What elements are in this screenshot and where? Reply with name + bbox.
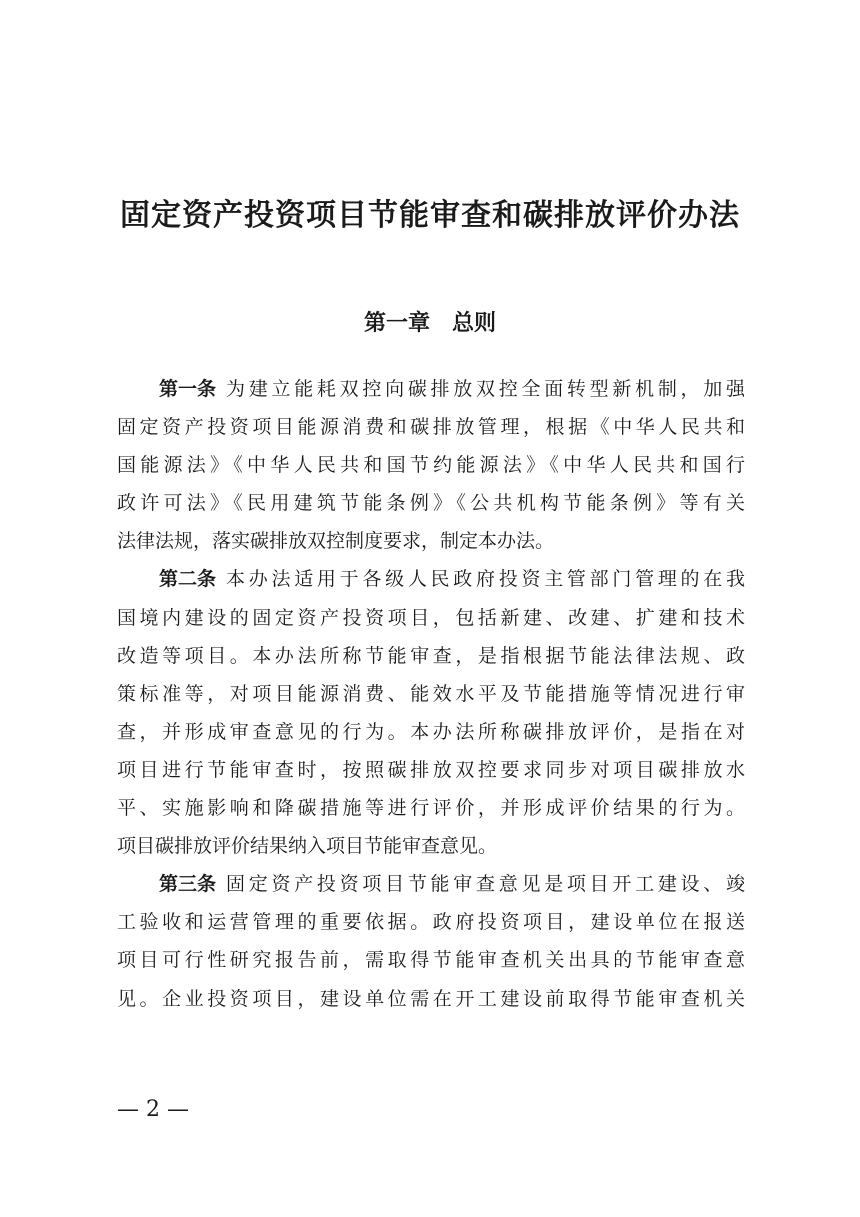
article-line — [117, 637, 749, 675]
page-number: — 2 — — [117, 1097, 189, 1122]
article-line — [117, 903, 749, 941]
article-text: 本办法适用于各级人民政府投资主管部门管理的在我 — [226, 568, 749, 591]
article-label: 第三条 — [159, 873, 217, 896]
article-line — [117, 865, 749, 903]
article-label: 第一条 — [159, 378, 217, 400]
article-line — [117, 599, 749, 637]
article-text: 项目可行性研究报告前，需取得节能审查机关出具的节能审查意 — [117, 949, 749, 972]
article-line — [117, 827, 745, 865]
article-line — [117, 560, 749, 598]
article-text: 查，并形成审查意见的行为。本办法所称碳排放评价，是指在对 — [117, 720, 749, 743]
article-line — [117, 408, 749, 446]
article-text: 为建立能耗双控向碳排放双控全面转型新机制，加强 — [226, 378, 749, 400]
article-text: 政许可法》《民用建筑节能条例》《公共机构节能条例》等有关 — [117, 492, 750, 515]
article-line — [117, 941, 749, 979]
chapter-heading: 第一章 总则 — [363, 311, 496, 336]
article-line — [117, 789, 749, 827]
article-body — [117, 370, 750, 1018]
article-text: 项目碳排放评价结果纳入项目节能审查意见。 — [117, 835, 498, 858]
article-line — [117, 980, 749, 1018]
article-text: 策标准等，对项目能源消费、能效水平及节能措施等情况进行审 — [117, 682, 749, 705]
article-line — [117, 751, 749, 789]
article-text: 国境内建设的固定资产投资项目，包括新建、改建、扩建和技术 — [117, 606, 749, 629]
article-text: 固定资产投资项目能源消费和碳排放管理，根据《中华人民共和 — [117, 416, 749, 439]
article-text: 见。企业投资项目，建设单位需在开工建设前取得节能审查机关 — [117, 987, 749, 1010]
document-title: 固定资产投资项目节能审查和碳排放评价办法 — [120, 198, 740, 233]
article-text: 国能源法》《中华人民共和国节约能源法》《中华人民共和国行 — [117, 454, 750, 477]
article-line — [117, 713, 749, 751]
article-text: 固定资产投资项目节能审查意见是项目开工建设、竣 — [226, 873, 749, 896]
article-line — [117, 370, 749, 408]
article-text: 工验收和运营管理的重要依据。政府投资项目，建设单位在报送 — [117, 911, 749, 934]
article-text: 项目进行节能审查时，按照碳排放双控要求同步对项目碳排放水 — [117, 758, 749, 781]
article-label: 第二条 — [159, 568, 217, 591]
article-text: 法律法规，落实碳排放双控制度要求，制定本办法。 — [117, 530, 555, 553]
article-line — [117, 446, 750, 484]
article-text: 平、实施影响和降碳措施等进行评价，并形成评价结果的行为。 — [117, 797, 749, 820]
article-line — [117, 522, 745, 560]
article-line — [117, 484, 750, 522]
article-text: 改造等项目。本办法所称节能审查，是指根据节能法律法规、政 — [117, 644, 749, 667]
article-line — [117, 675, 749, 713]
